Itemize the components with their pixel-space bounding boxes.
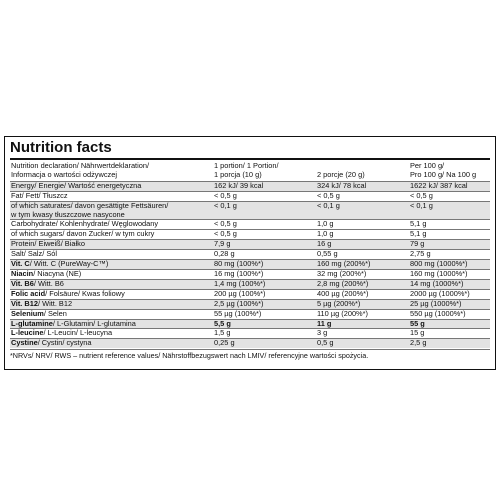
value-cell-v2 [316,260,409,270]
value-text: 32 mg (200%*) [317,269,367,278]
value-cell-v1 [213,309,316,319]
nutrient-name-text: / Selen [43,309,67,318]
value-cell-v2 [316,319,409,329]
value-cell-v3 [409,250,490,260]
value-cell-v3 [409,269,490,279]
nutrient-name-text: of which sugars/ davon Zucker/ w tym cukry [11,229,155,239]
value-text: 1,5 g [214,328,231,338]
nutrient-label-line [11,270,213,279]
nutrient-label-line [11,192,213,201]
value-cell-v3 [409,289,490,299]
nutrition-table-body [10,162,490,348]
value-cell-v1 [213,191,316,201]
value-cell-v3 [409,220,490,230]
value-text: 3 g [317,328,328,338]
value-cell-v2 [316,230,409,240]
nutrient-name-bold: Vit. B6 [11,279,34,288]
value-text: < 0,5 g [317,191,340,200]
nutrient-label [10,279,213,289]
value-cell-v3 [409,260,490,270]
value-text: 16 mg (100%*) [214,269,264,278]
nutrient-label [10,250,213,260]
value-cell-v2 [316,191,409,201]
value-cell-v1 [213,319,316,329]
nutrient-label [10,289,213,299]
nutrient-label [10,309,213,319]
value-cell-v1 [213,299,316,309]
nutrient-name-text: w tym kwasy tłuszczowe nasycone [11,209,125,219]
nutrient-name-text: Fat/ Fett/ Tłuszcz [11,191,68,200]
table-row [10,191,490,201]
nutrient-name-bold: Vit. B12 [11,299,38,308]
nutrient-name-text: of which saturates/ davon gesättigte Fettsäuren/ [11,201,169,210]
value-cell-v2 [316,339,409,348]
nutrient-name-text: Salt/ Salz/ Sól [11,249,58,259]
nutrient-label-line [11,240,213,249]
value-cell-v1 [213,339,316,348]
value-cell-v2 [316,201,409,220]
value-text: 110 µg (200%*) [317,309,368,318]
nutrient-name-bold: L-leucine [11,328,44,338]
table-row [10,289,490,299]
value-text: 0,25 g [214,338,235,348]
value-text: 2,5 µg (100%*) [214,299,264,308]
nutrient-name-text: / Witt. B12 [37,299,73,308]
value-text: 5,1 g [410,219,427,229]
nutrient-label-line [11,220,213,229]
table-row [10,250,490,260]
value-text: 5,5 g [214,319,231,328]
value-cell-v1 [213,269,316,279]
value-text: 1,0 g [317,229,334,239]
value-text: 7,9 g [214,239,231,249]
value-text: 160 mg (200%*) [317,259,371,269]
nutrient-label [10,220,213,230]
value-cell-v3 [409,279,490,289]
table-row [10,309,490,319]
nutrient-label-line [11,280,213,289]
value-cell-v2 [316,299,409,309]
value-text: 200 µg (100%*) [214,289,266,298]
value-text: 15 g [410,328,425,338]
value-text: 11 g [317,319,332,328]
value-text: < 0,1 g [317,201,340,210]
table-row [10,269,490,279]
nutrient-name-bold: L-glutamine [11,319,53,328]
nutrient-name-text: / L-Glutamin/ L-glutamina [52,319,136,328]
header-col-line: Pro 100 g/ Na 100 g [410,169,477,179]
value-cell-v1 [213,201,316,220]
title-divider [10,158,490,160]
value-cell-v1 [213,289,316,299]
value-cell-v2 [316,181,409,191]
header-label-line: Informacja o wartości odżywczej [11,169,117,179]
value-text: 2,8 mg (200%*) [317,279,369,288]
table-row [10,240,490,250]
header-col-per-100g [409,162,490,181]
value-cell-v3 [409,201,490,220]
value-text: 1,4 mg (100%*) [214,279,266,288]
nutrient-label-line [11,211,213,220]
nutrient-label-line [11,339,213,348]
header-col-line: Per 100 g/ [410,162,445,170]
nutrient-name-text: / Niacyna (NE) [33,269,82,278]
table-row [10,220,490,230]
value-text: 16 g [317,239,332,249]
nutrient-name-text: / Cystin/ cystyna [37,338,92,348]
value-text: 80 mg (100%*) [214,259,264,269]
value-text: 5,1 g [410,229,427,239]
table-row [10,339,490,348]
header-col-line: 1 portion/ 1 Portion/ [214,162,279,170]
value-cell-v3 [409,339,490,348]
value-cell-v1 [213,279,316,289]
nutrient-name-text: Carbohydrate/ Kohlenhydrate/ Węglowodany [11,219,159,229]
value-cell-v2 [316,250,409,260]
table-row [10,181,490,191]
nutrient-name-bold: Selenium [11,309,44,318]
value-text: 160 mg (1000%*) [410,269,468,278]
footnote: *NRVs/ NRV/ RWS – nutrient reference values/ Nährstoffbezugswert nach LMIV/ referencyjne wartości spożycia. [10,349,490,360]
value-text: < 0,5 g [410,191,433,200]
nutrient-label-line [11,182,213,191]
value-text: 1,0 g [317,219,334,229]
value-text: 79 g [410,239,425,249]
header-col-line: 1 porcja (10 g) [214,169,262,179]
nutrient-label-line [11,260,213,269]
value-cell-v3 [409,191,490,201]
nutrient-label-line [11,310,213,319]
value-text: 5 µg (200%*) [317,299,361,308]
nutrient-label [10,260,213,270]
value-text: 400 µg (200%*) [317,289,369,298]
table-header-row [10,162,490,181]
value-cell-v2 [316,240,409,250]
value-text: 55 g [410,319,425,328]
value-text: 2,75 g [410,249,431,259]
table-row [10,329,490,339]
value-text: < 0,5 g [214,229,237,239]
nutrition-facts-panel [4,136,496,370]
nutrient-label-line [11,320,213,329]
value-cell-v2 [316,279,409,289]
value-text: 324 kJ/ 78 kcal [317,181,367,190]
nutrient-label-line [11,250,213,259]
value-cell-v3 [409,299,490,309]
value-cell-v2 [316,220,409,230]
value-cell-v1 [213,240,316,250]
value-cell-v1 [213,230,316,240]
header-label [10,162,213,181]
header-col-line: 2 porcje (20 g) [317,169,365,179]
nutrient-label-line [11,329,213,338]
value-cell-v3 [409,181,490,191]
nutrient-name-text: / L-Leucin/ L-leucyna [43,328,113,338]
value-cell-v2 [316,269,409,279]
table-row [10,260,490,270]
nutrient-name-text: / Witt. B6 [33,279,64,288]
table-row [10,230,490,240]
value-cell-v2 [316,329,409,339]
table-row [10,299,490,309]
value-text: < 0,5 g [214,191,237,200]
nutrient-label [10,230,213,240]
nutrient-name-bold: Folic acid [11,289,46,298]
nutrient-label [10,329,213,339]
nutrition-table [10,162,490,348]
value-text: 800 mg (1000%*) [410,259,468,269]
nutrient-name-text: / Witt. C (PureWay-C™) [29,259,109,269]
nutrient-name-bold: Cystine [11,338,38,348]
nutrient-name-bold: Niacin [11,269,34,278]
nutrient-label [10,191,213,201]
nutrient-label-line [11,300,213,309]
value-text: 14 mg (1000%*) [410,279,464,288]
header-label-line: Nutrition declaration/ Nährwertdeklaration/ [11,162,150,170]
nutrient-label [10,269,213,279]
nutrient-name-bold: Vit. C [11,259,30,269]
value-text: 0,28 g [214,249,235,259]
value-cell-v3 [409,329,490,339]
nutrient-name-text: Protein/ Eiweiß/ Białko [11,239,85,249]
value-cell-v2 [316,309,409,319]
nutrient-label [10,181,213,191]
table-row [10,201,490,220]
header-col-1-portion [213,162,316,181]
value-text: < 0,1 g [214,201,237,210]
table-row [10,319,490,329]
value-text: 55 µg (100%*) [214,309,262,318]
nutrient-label [10,201,213,220]
value-text: 0,5 g [317,338,334,348]
value-text: 2000 µg (1000%*) [410,289,470,298]
nutrient-label [10,319,213,329]
value-text: 2,5 g [410,338,427,348]
value-cell-v1 [213,181,316,191]
value-cell-v1 [213,250,316,260]
value-cell-v1 [213,260,316,270]
value-text: 25 µg (1000%*) [410,299,462,308]
value-cell-v1 [213,329,316,339]
value-cell-v2 [316,289,409,299]
panel-title: Nutrition facts [10,139,112,156]
value-text: 550 µg (1000%*) [410,309,466,318]
nutrient-label [10,339,213,348]
header-col-2-portions [316,162,409,181]
value-cell-v3 [409,240,490,250]
nutrient-name-text: / Folsäure/ Kwas foliowy [45,289,125,298]
value-text: 162 kJ/ 39 kcal [214,181,264,190]
nutrient-label-line [11,290,213,299]
nutrient-label [10,240,213,250]
value-cell-v3 [409,319,490,329]
nutrient-label-line [11,230,213,239]
value-text: 1622 kJ/ 387 kcal [410,181,468,190]
value-cell-v3 [409,309,490,319]
value-cell-v3 [409,230,490,240]
value-text: < 0,5 g [214,219,237,229]
nutrient-label [10,299,213,309]
nutrient-name-text: Energy/ Energie/ Wartość energetyczna [11,181,142,190]
value-text: < 0,1 g [410,201,433,210]
value-cell-v1 [213,220,316,230]
table-row [10,279,490,289]
value-text: 0,55 g [317,249,338,259]
